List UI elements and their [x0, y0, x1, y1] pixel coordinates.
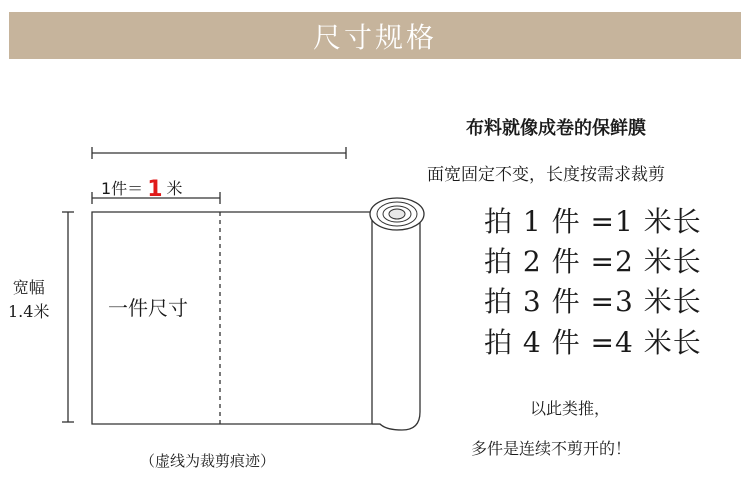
rule-4: 拍 4 件 =4 米长: [484, 326, 702, 359]
rule-2: 拍 2 件 =2 米长: [484, 245, 702, 278]
piece-length-label: [101, 175, 183, 200]
piece-prefix: 1件＝: [101, 179, 144, 198]
info-title: 布料就像成卷的保鲜膜: [466, 118, 646, 139]
info-subtitle: 面宽固定不变，长度按需求裁剪: [427, 165, 665, 185]
piece-suffix: 米: [166, 179, 183, 198]
cut-note: （虚线为裁剪痕迹）: [140, 452, 276, 470]
roll-body: [372, 212, 420, 430]
banner-title: 尺寸规格: [312, 20, 437, 54]
width-label: [8, 276, 49, 324]
one-piece-size-label: 一件尺寸: [108, 296, 188, 320]
rule-3: 拍 3 件 =3 米长: [484, 285, 702, 318]
piece-number: 1: [147, 177, 163, 202]
width-label-title: 宽幅: [12, 278, 45, 297]
roll-core: [389, 209, 405, 219]
rule-1: 拍 1 件 =1 米长: [484, 205, 702, 238]
etc-note: 以此类推，: [530, 399, 611, 418]
multi-piece-note: 多件是连续不剪开的！: [471, 439, 632, 458]
width-label-value: 1.4米: [8, 302, 50, 321]
